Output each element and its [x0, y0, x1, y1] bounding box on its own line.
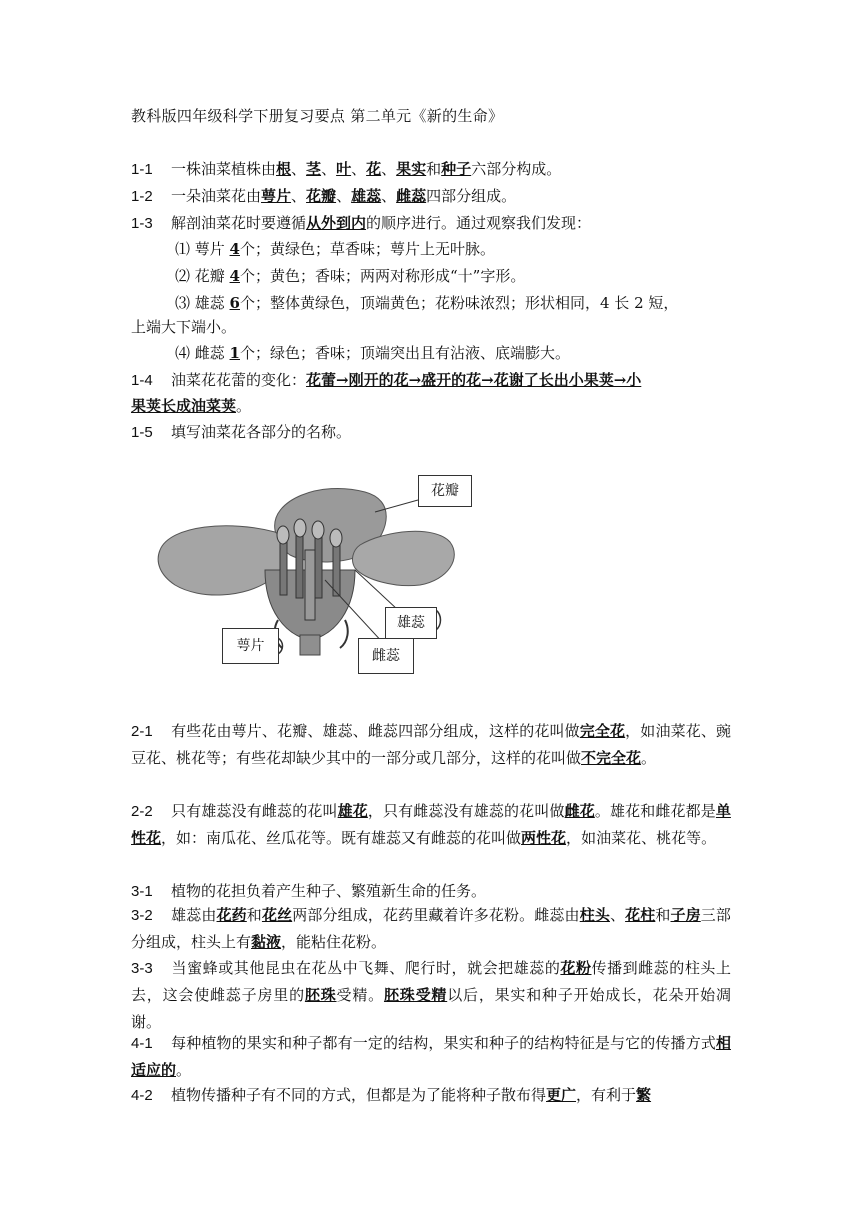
item-number: 1-1	[131, 161, 153, 178]
item-3-3: 3-3 当蜜蜂或其他昆虫在花丛中飞舞、爬行时，就会把雄蕊的花粉传播到雌蕊的柱头上去，这会使雌蕊子房里的胚珠受精。胚珠受精以后，果实和种子开始成长，花朵开始凋谢。	[131, 959, 731, 1031]
item-1-4: 1-4 油菜花花蕾的变化：花蕾→刚开的花→盛开的花→花谢了长出小果荚→小	[131, 371, 642, 389]
item-3-1: 3-1 植物的花担负着产生种子、繁殖新生命的任务。	[131, 882, 487, 900]
page-title: 教科版四年级科学下册复习要点 第二单元《新的生命》	[131, 107, 504, 125]
observation-stamen-cont: 上端大下端小。	[131, 318, 237, 336]
label-stamen: 雄蕊	[385, 607, 437, 639]
rapeseed-flower-diagram	[150, 470, 480, 690]
item-3-2: 3-2 雄蕊由花药和花丝两部分组成，花药里藏着许多花粉。雌蕊由柱头、花柱和子房三部分组成，柱头上有黏液，能粘住花粉。	[131, 906, 731, 951]
observation-pistil: ⑷ 雌蕊 1个；绿色；香味；顶端突出且有沾液、底端膨大。	[175, 344, 570, 362]
item-1-1: 1-1 一株油菜植株由根、茎、叶、花、果实和种子六部分构成。	[131, 160, 562, 178]
item-4-2: 4-2 植物传播种子有不同的方式，但都是为了能将种子散布得更广，有利于繁	[131, 1086, 652, 1104]
label-pistil: 雌蕊	[358, 638, 414, 674]
item-2-2: 2-2 只有雄蕊没有雌蕊的花叫雄花，只有雌蕊没有雄蕊的花叫做雌花。雄花和雌花都是单性花，如：南瓜花、丝瓜花等。既有雄蕊又有雌蕊的花叫做两性花，如油菜花、桃花等。	[131, 802, 731, 847]
item-1-3: 1-3 解剖油菜花时要遵循从外到内的顺序进行。通过观察我们发现：	[131, 214, 592, 232]
observation-stamen: ⑶ 雄蕊 6个；整体黄绿色，顶端黄色；花粉味浓烈；形状相同，4 长 2 短，	[175, 294, 679, 312]
label-sepal: 萼片	[222, 628, 279, 664]
item-1-5: 1-5 填写油菜花各部分的名称。	[131, 423, 352, 441]
label-petal: 花瓣	[418, 475, 472, 507]
observation-sepal: ⑴ 萼片 4个；黄绿色；草香味；萼片上无叶脉。	[175, 240, 495, 258]
item-2-1: 2-1 有些花由萼片、花瓣、雄蕊、雌蕊四部分组成，这样的花叫做完全花，如油菜花、豌豆花、桃花等；有些花却缺少其中的一部分或几部分，这样的花叫做不完全花。	[131, 722, 731, 767]
observation-petal: ⑵ 花瓣 4个；黄色；香味；两两对称形成“十”字形。	[175, 267, 526, 285]
item-4-1: 4-1 每种植物的果实和种子都有一定的结构，果实和种子的结构特征是与它的传播方式相适应的。	[131, 1034, 731, 1079]
item-1-4-cont: 果荚长成油菜荚。	[131, 397, 252, 415]
item-1-2: 1-2 一朵油菜花由萼片、花瓣、雄蕊、雌蕊四部分组成。	[131, 187, 517, 205]
